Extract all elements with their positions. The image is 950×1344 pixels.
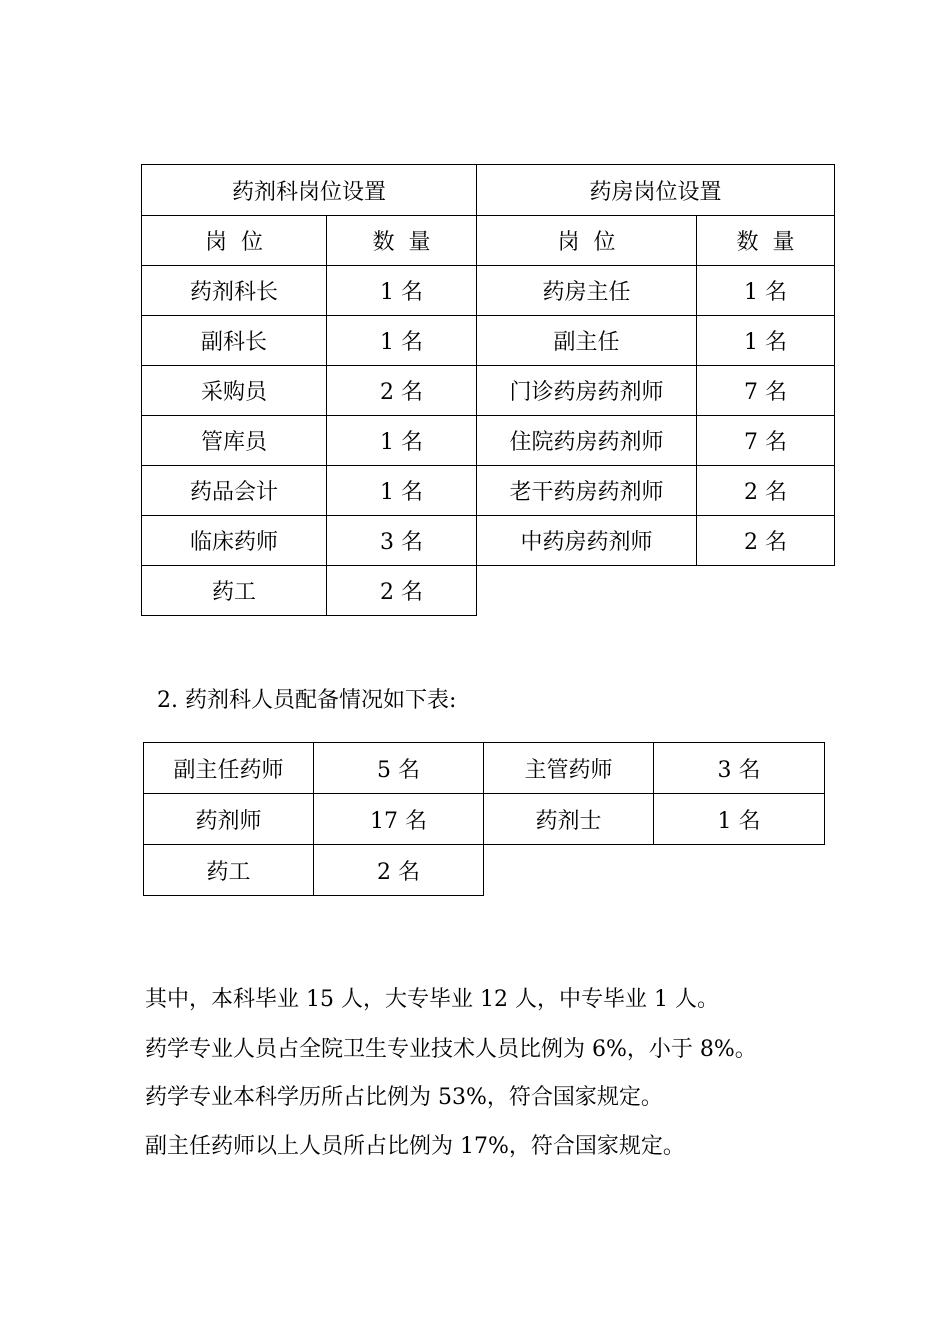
position-cell: 药品会计 (142, 466, 327, 516)
quantity-cell: 7 名 (697, 366, 835, 416)
table-row (144, 743, 825, 794)
col-header-quantity: 数 量 (327, 216, 477, 266)
quantity-cell: 1 名 (697, 266, 835, 316)
quantity-cell: 2 名 (697, 516, 835, 566)
quantity-cell: 1 名 (327, 466, 477, 516)
quantity-cell: 7 名 (697, 416, 835, 466)
summary-paragraph: 其中，本科毕业 15 人，大专毕业 12 人，中专毕业 1 人。 (145, 987, 719, 1012)
col-header-position: 岗 位 (477, 216, 697, 266)
position-cell: 临床药师 (142, 516, 327, 566)
quantity-cell: 1 名 (327, 316, 477, 366)
col-header-position: 岗 位 (142, 216, 327, 266)
position-cell: 管库员 (142, 416, 327, 466)
title-cell: 药剂士 (484, 794, 654, 845)
table-row (142, 266, 835, 316)
position-cell: 副主任 (477, 316, 697, 366)
quantity-cell: 1 名 (327, 266, 477, 316)
summary-paragraph: 副主任药师以上人员所占比例为 17%，符合国家规定。 (145, 1134, 685, 1159)
count-cell: 17 名 (314, 794, 484, 845)
position-cell: 中药房药剂师 (477, 516, 697, 566)
position-setup-table (141, 164, 835, 616)
title-cell: 副主任药师 (144, 743, 314, 794)
count-cell: 5 名 (314, 743, 484, 794)
empty-cell (697, 566, 835, 616)
table-row (142, 416, 835, 466)
position-cell: 老干药房药剂师 (477, 466, 697, 516)
count-cell: 3 名 (654, 743, 825, 794)
summary-paragraph: 药学专业本科学历所占比例为 53%，符合国家规定。 (145, 1085, 663, 1110)
title-cell: 药工 (144, 845, 314, 896)
summary-paragraph: 药学专业人员占全院卫生专业技术人员比例为 6%，小于 8%。 (145, 1037, 757, 1062)
quantity-cell: 2 名 (327, 366, 477, 416)
table-row (144, 794, 825, 845)
title-cell: 药剂师 (144, 794, 314, 845)
position-cell: 药房主任 (477, 266, 697, 316)
quantity-cell: 2 名 (697, 466, 835, 516)
empty-cell (484, 845, 654, 896)
position-cell: 药工 (142, 566, 327, 616)
pharmacy-room-header: 药房岗位设置 (477, 165, 835, 216)
position-cell: 采购员 (142, 366, 327, 416)
quantity-cell: 3 名 (327, 516, 477, 566)
pharmacy-dept-header: 药剂科岗位设置 (142, 165, 477, 216)
table-header-row (142, 165, 835, 216)
empty-cell (654, 845, 825, 896)
table-row (144, 845, 825, 896)
quantity-cell: 1 名 (697, 316, 835, 366)
empty-cell (477, 566, 697, 616)
position-cell: 药剂科长 (142, 266, 327, 316)
table-subheader-row (142, 216, 835, 266)
col-header-quantity: 数 量 (697, 216, 835, 266)
table-row (142, 466, 835, 516)
count-cell: 1 名 (654, 794, 825, 845)
position-cell: 门诊药房药剂师 (477, 366, 697, 416)
table-row (142, 566, 835, 616)
staffing-table (143, 742, 825, 896)
position-cell: 住院药房药剂师 (477, 416, 697, 466)
table-row (142, 316, 835, 366)
position-cell: 副科长 (142, 316, 327, 366)
title-cell: 主管药师 (484, 743, 654, 794)
quantity-cell: 2 名 (327, 566, 477, 616)
table-row (142, 516, 835, 566)
table-row (142, 366, 835, 416)
count-cell: 2 名 (314, 845, 484, 896)
staffing-caption: 2. 药剂科人员配备情况如下表: (157, 688, 457, 713)
quantity-cell: 1 名 (327, 416, 477, 466)
